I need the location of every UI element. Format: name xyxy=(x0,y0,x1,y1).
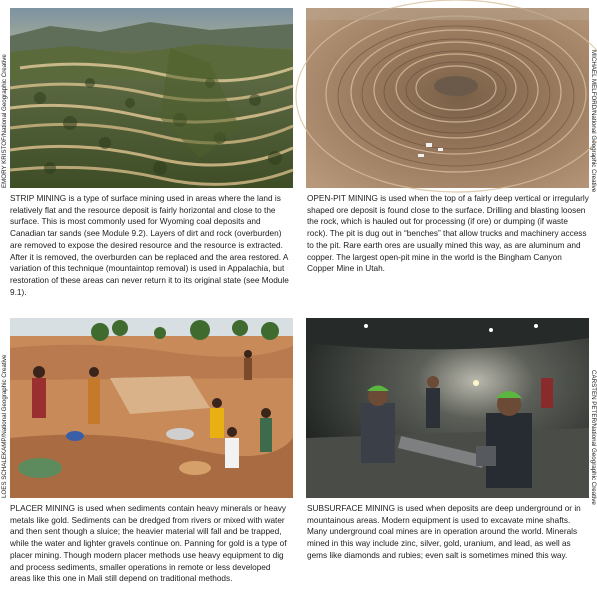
placer-mining-photo-credit: LOES SCHALEKAMP/National Geographic Creative xyxy=(1,354,8,498)
subsurface-mining-caption xyxy=(307,503,590,562)
open-pit-mining-photo xyxy=(306,8,589,188)
strip-mining-text: is a type of surface mining used in areas where the land is relatively flat and the resource deposit is fairly horizontal and close to the surface. This is most commonly used for Wyoming coal deposits and Canadian tar sands (see Module 9.2). Layers of dirt and rock (overburden) are removed to expose the desired resource and the resource is extracted. After it is removed, the overburden can be replaced and the area restored. A variation of this technique (mountaintop removal) is used in Appalachia, but restoration of these areas can never return it to its original state (see Module 9.1). xyxy=(10,194,289,297)
open-pit-mining-photo-credit: MICHAEL MELFORD/National Geographic Creative xyxy=(590,50,597,193)
placer-mining-term: PLACER MINING xyxy=(10,504,76,513)
strip-mining-photo-credit: EMORY KRISTOF/National Geographic Creative xyxy=(1,54,8,188)
placer-mining-photo xyxy=(10,318,293,498)
subsurface-mining-photo xyxy=(306,318,589,498)
open-pit-mining-text: is used when the top of a fairly deep vertical or irregularly shaped ore deposit is found close to the surface. Drilling and blasting loosen the rock, which is hauled out for processing (if ore) or dumping (if waste rock). The pit is dug out in “benches” that allow trucks and machinery access to the pit. Rare earth ores are usually mined this way, as are aluminum and copper. The largest open-pit mine in the world is the Bingham Canyon Copper Mine in Utah. xyxy=(307,194,589,274)
strip-mining-term: STRIP MINING xyxy=(10,194,67,203)
placer-mining-text: is used when sediments contain heavy minerals or heavy metals like gold. Sediments can be dredged from rivers or mixed with water and then sent though a sluice; the heavier material will fall and be trapped, while the water and lighter gravels continue on. Panning for gold is a type of placer mining. Though modern placer methods use heavy equipment to dig and process sediments, smaller operations in remote or less developed areas like this one in Mali still depend on traditional methods. xyxy=(10,504,287,584)
open-pit-mining-term: OPEN-PIT MINING xyxy=(307,194,378,203)
placer-mining-caption xyxy=(10,503,293,585)
subsurface-mining-text: is used when deposits are deep underground or in mountainous areas. Modern equipment is used to excavate mine shafts. Many underground coal mines are in operation around the world. Minerals mined in this way include zinc, silver, gold, uranium, and lead, as well as gems like diamonds and rubies; even salt is sometimes mined this way. xyxy=(307,504,581,560)
open-pit-mining-caption xyxy=(307,193,590,275)
subsurface-mining-term: SUBSURFACE MINING xyxy=(307,504,396,513)
subsurface-mining-photo-credit: CARSTEN PETER/National Geographic Creative xyxy=(590,370,597,505)
strip-mining-caption xyxy=(10,193,293,298)
strip-mining-photo xyxy=(10,8,293,188)
